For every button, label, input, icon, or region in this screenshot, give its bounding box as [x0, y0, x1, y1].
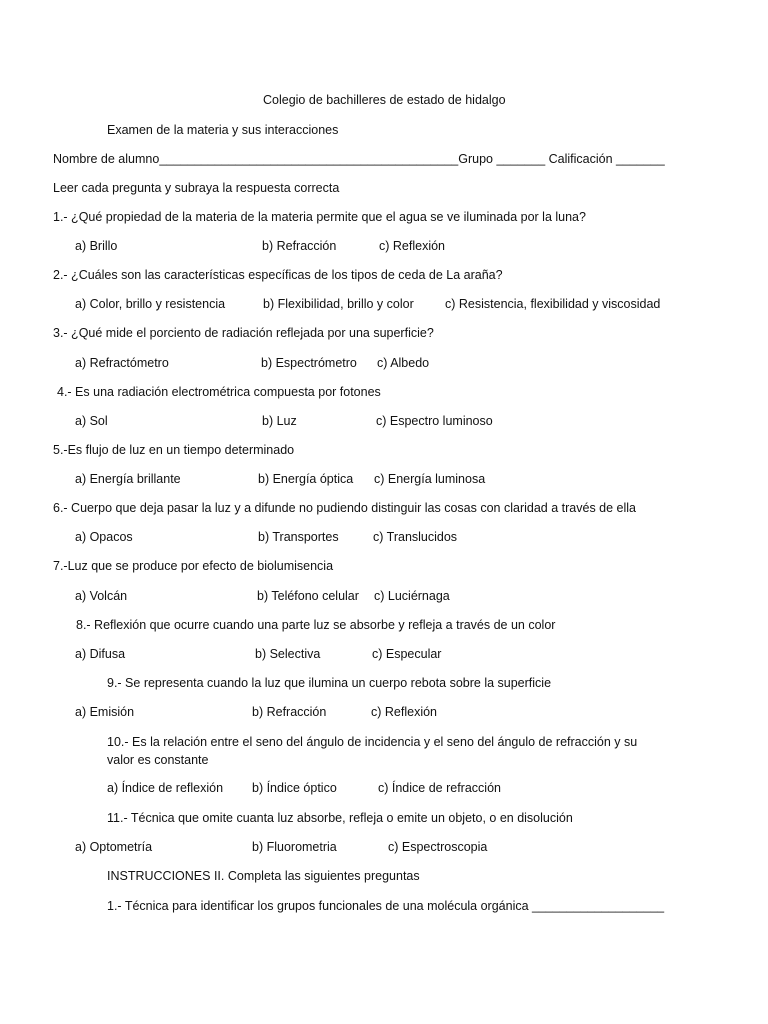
q9-option-c: c) Reflexión [371, 705, 437, 719]
question-2: 2.- ¿Cuáles son las características específicas de los tipos de ceda de La araña? [53, 268, 503, 282]
q5-option-b: b) Energía óptica [258, 472, 354, 486]
q9-option-b: b) Refracción [252, 705, 327, 719]
school-title: Colegio de bachilleres de estado de hidalgo [263, 93, 506, 107]
q8-option-a: a) Difusa [75, 647, 126, 661]
question-8: 8.- Reflexión que ocurre cuando una parte luz se absorbe y refleja a través de un color [76, 618, 556, 632]
q7-option-c: c) Luciérnaga [374, 589, 450, 603]
exam-title: Examen de la materia y sus interacciones [107, 123, 339, 137]
group-label: Grupo [458, 152, 493, 166]
q6-option-a: a) Opacos [75, 530, 133, 544]
q2-option-b: b) Flexibilidad, brillo y color [263, 297, 414, 311]
group-blank: _______ [496, 152, 546, 166]
student-info-line [53, 151, 665, 167]
question-3: 3.- ¿Qué mide el porciento de radiación reflejada por una superficie? [53, 326, 434, 340]
q2-option-a: a) Color, brillo y resistencia [75, 297, 226, 311]
q8-option-b: b) Selectiva [255, 647, 321, 661]
student-name-blank: ___________________________________________ [159, 152, 459, 166]
q6-option-c: c) Translucidos [373, 530, 458, 544]
q10-option-b: b) Índice óptico [252, 781, 337, 795]
section-2-item-1-blank: ___________________ [532, 899, 665, 913]
q6-option-b: b) Transportes [258, 530, 339, 544]
grade-blank: _______ [616, 152, 665, 166]
q7-option-b: b) Teléfono celular [257, 589, 359, 603]
q1-option-c: c) Reflexión [379, 239, 445, 253]
section-2-item-1-text: 1.- Técnica para identificar los grupos funcionales de una molécula orgánica [107, 899, 529, 913]
q4-option-a: a) Sol [75, 414, 108, 428]
question-1: 1.- ¿Qué propiedad de la materia de la materia permite que el agua se ve iluminada por la luna? [53, 210, 586, 224]
question-4: 4.- Es una radiación electrométrica compuesta por fotones [57, 385, 381, 399]
question-10: 10.- Es la relación entre el seno del ángulo de incidencia y el seno del ángulo de refracción y su valor es constante [107, 735, 638, 767]
question-9: 9.- Se representa cuando la luz que ilumina un cuerpo rebota sobre la superficie [107, 676, 552, 690]
student-name-label: Nombre de alumno [53, 152, 160, 166]
q5-option-c: c) Energía luminosa [374, 472, 486, 486]
q11-option-c: c) Espectroscopia [388, 840, 488, 854]
grade-label: Calificación [548, 152, 613, 166]
section-2-title: INSTRUCCIONES II. Completa las siguientes preguntas [107, 869, 420, 883]
q8-option-c: c) Especular [372, 647, 442, 661]
question-5: 5.-Es flujo de luz en un tiempo determinado [53, 443, 295, 457]
q3-option-c: c) Albedo [377, 356, 430, 370]
q5-option-a: a) Energía brillante [75, 472, 181, 486]
instructions: Leer cada pregunta y subraya la respuesta correcta [53, 181, 340, 195]
q7-option-a: a) Volcán [75, 589, 128, 603]
q3-option-b: b) Espectrómetro [261, 356, 357, 370]
q11-option-b: b) Fluorometria [252, 840, 337, 854]
q1-option-a: a) Brillo [75, 239, 118, 253]
q4-option-c: c) Espectro luminoso [376, 414, 493, 428]
q4-option-b: b) Luz [262, 414, 297, 428]
q9-option-a: a) Emisión [75, 705, 135, 719]
section-2-item-1 [107, 898, 664, 914]
q10-option-c: c) Índice de refracción [378, 781, 501, 795]
q11-option-a: a) Optometría [75, 840, 153, 854]
q10-option-a: a) Índice de reflexión [107, 781, 224, 795]
question-7: 7.-Luz que se produce por efecto de biolumisencia [53, 559, 334, 573]
q1-option-b: b) Refracción [262, 239, 337, 253]
q2-option-c: c) Resistencia, flexibilidad y viscosidad [445, 297, 661, 311]
question-6: 6.- Cuerpo que deja pasar la luz y a difunde no pudiendo distinguir las cosas con claridad a través de ella [53, 501, 637, 515]
q3-option-a: a) Refractómetro [75, 356, 169, 370]
question-11: 11.- Técnica que omite cuanta luz absorbe, refleja o emite un objeto, o en disolución [107, 811, 573, 825]
